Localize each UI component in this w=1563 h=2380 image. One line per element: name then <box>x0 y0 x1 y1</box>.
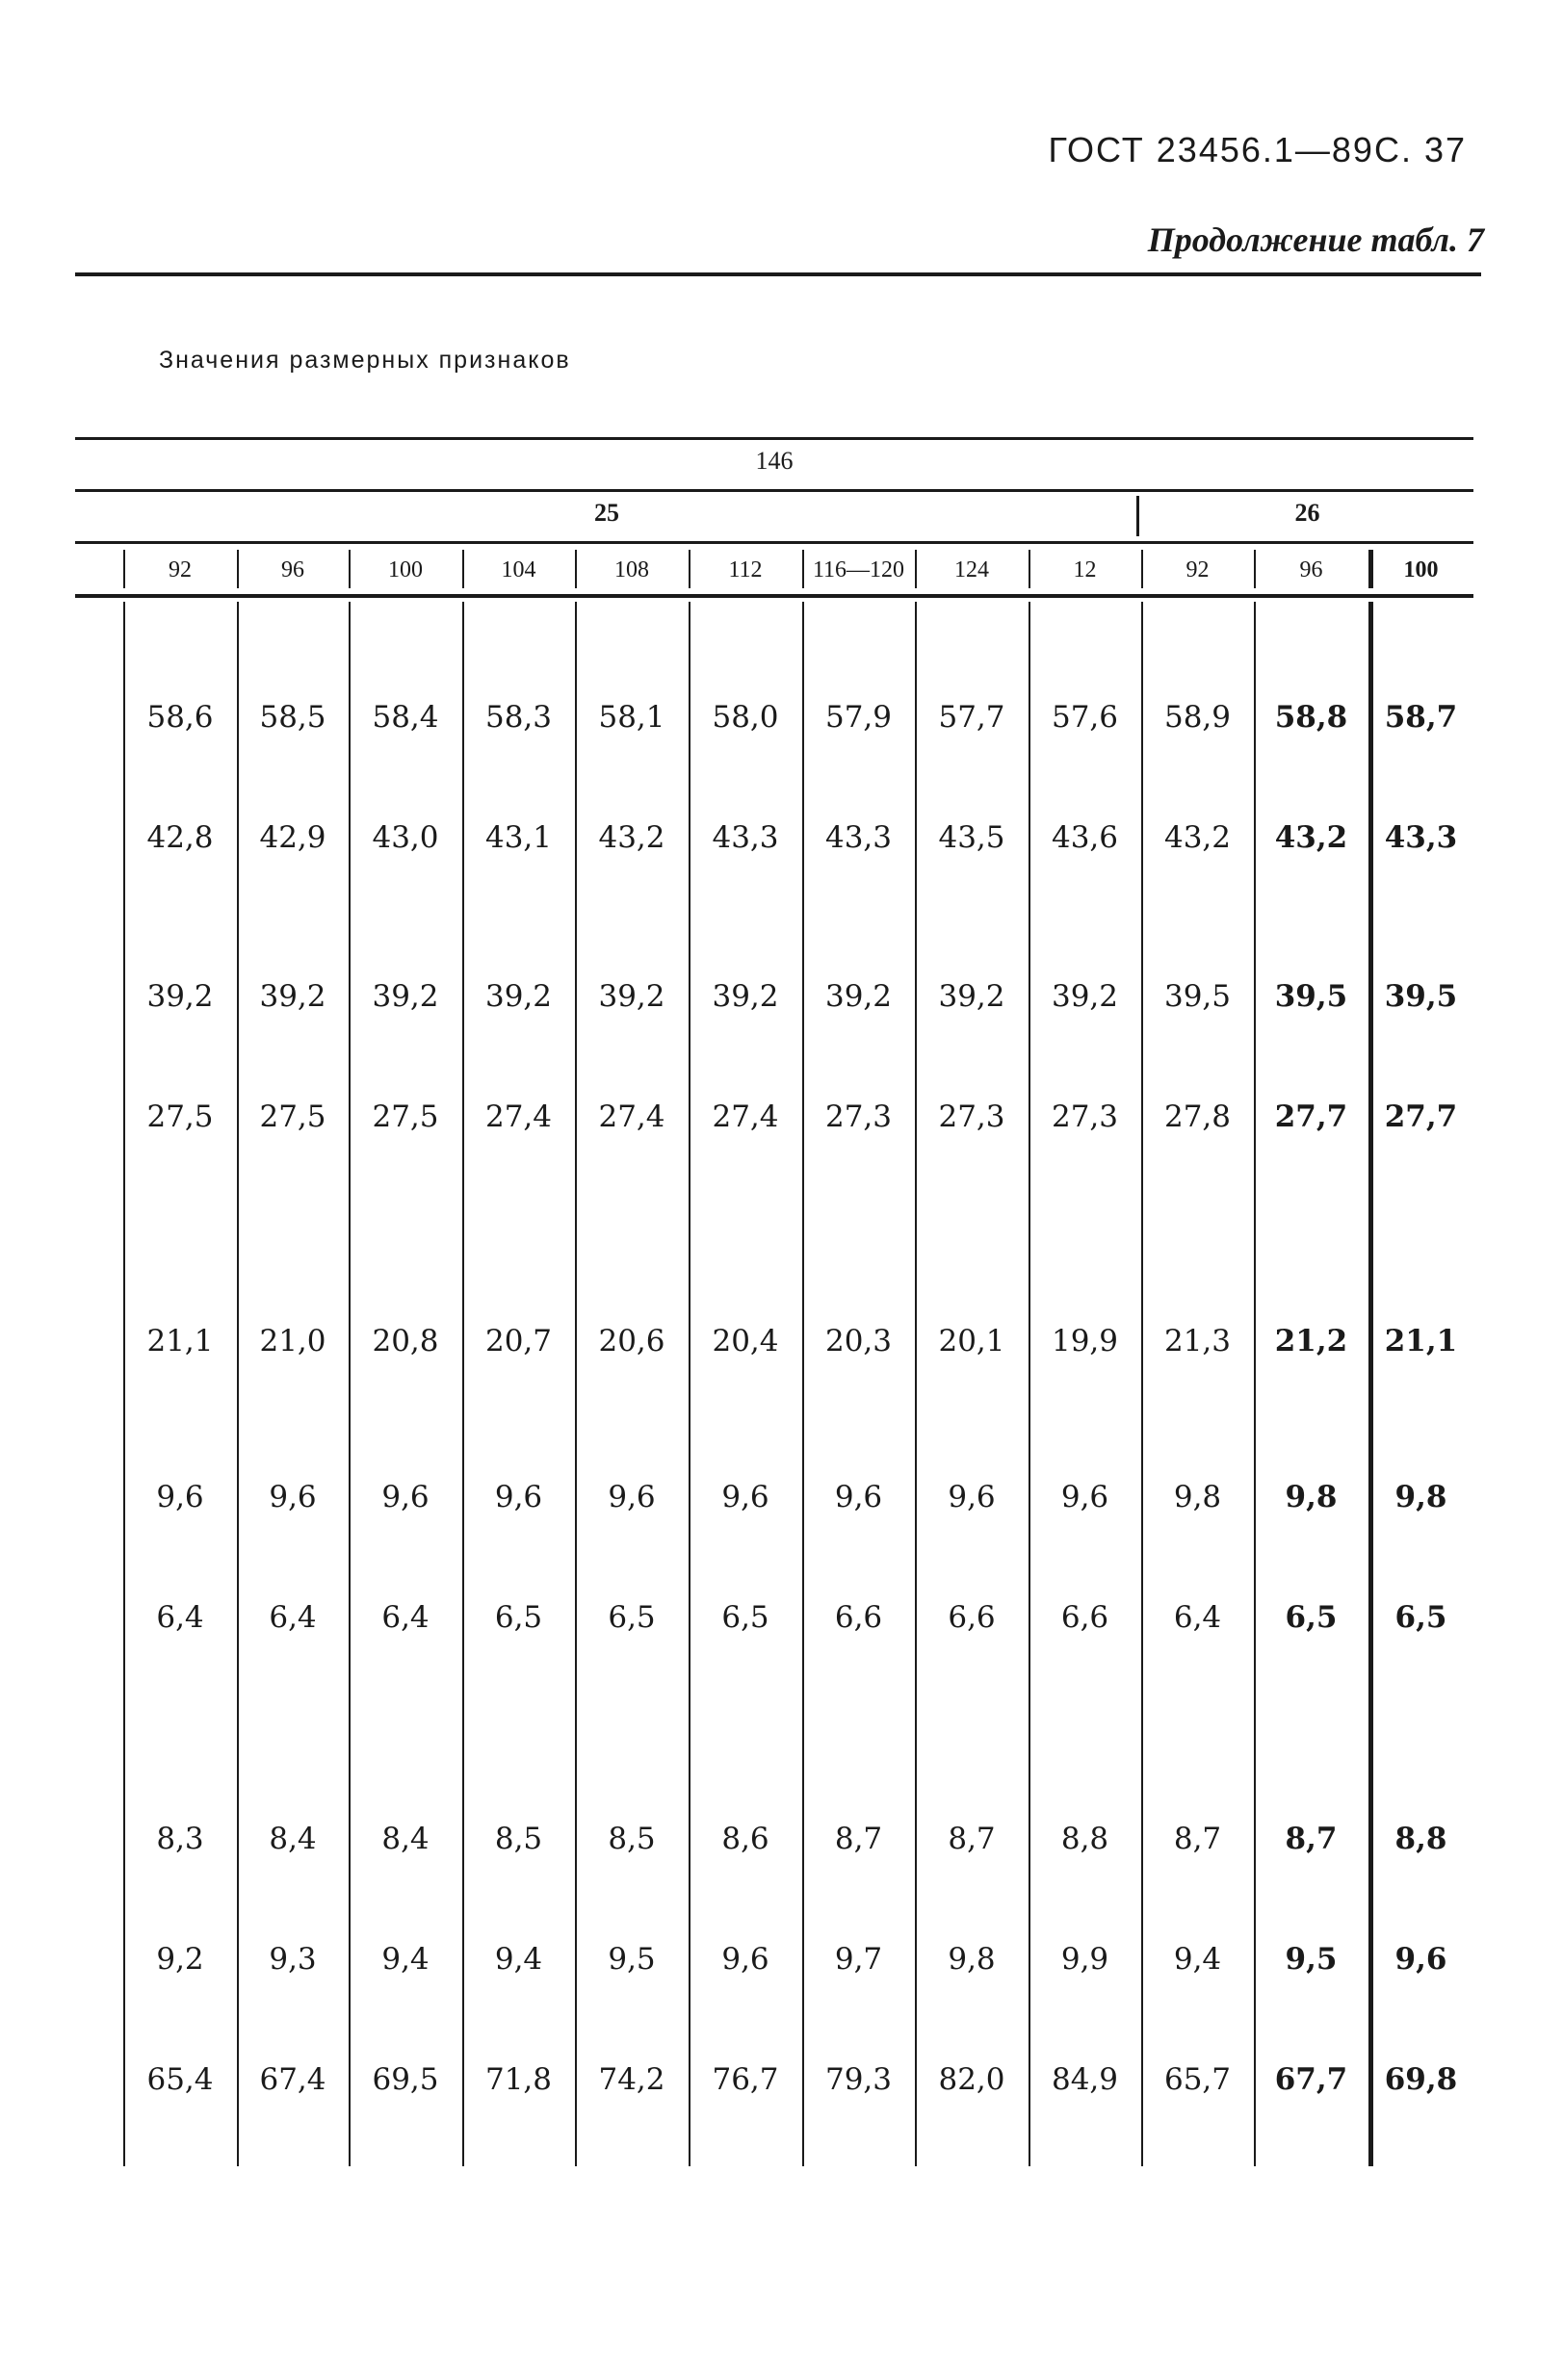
table-cell: 8,6 <box>721 1822 769 1856</box>
table-cell: 39,2 <box>146 979 214 1014</box>
table-cell: 9,7 <box>834 1942 883 1977</box>
table-cell: 9,4 <box>1173 1942 1222 1977</box>
table-cell: 43,2 <box>1163 820 1232 855</box>
table-cell: 9,6 <box>721 1942 769 1977</box>
table-cell: 43,6 <box>1051 820 1119 855</box>
column-header: 96 <box>1299 557 1323 582</box>
table-cell: 39,2 <box>824 979 893 1014</box>
table-cell: 8,7 <box>834 1822 883 1856</box>
table-cell: 20,6 <box>598 1324 665 1358</box>
table-cell: 58,4 <box>372 700 439 735</box>
column-header: 92 <box>169 557 192 582</box>
column-divider <box>237 550 239 588</box>
table-cell: 9,8 <box>1173 1480 1222 1514</box>
table-cell: 20,4 <box>712 1324 779 1358</box>
table-cell: 8,8 <box>1394 1822 1447 1856</box>
column-divider <box>1029 550 1030 588</box>
table-cell: 9,5 <box>1285 1942 1338 1977</box>
column-header: 100 <box>388 557 423 582</box>
table-cell: 9,9 <box>1060 1942 1109 1977</box>
table-rule-top <box>75 437 1473 440</box>
table-caption: Продолжение табл. 7 <box>1147 220 1484 259</box>
table-cell: 43,2 <box>1274 820 1348 855</box>
table-cell: 57,9 <box>824 700 893 735</box>
table-cell: 9,3 <box>269 1942 317 1977</box>
table-cell: 43,3 <box>712 820 779 855</box>
table-cell: 8,5 <box>494 1822 543 1856</box>
table-cell: 74,2 <box>598 2062 665 2097</box>
table-rule-3 <box>75 594 1473 598</box>
table-cell: 57,6 <box>1051 700 1119 735</box>
table-cell: 8,7 <box>948 1822 996 1856</box>
table-cell: 27,5 <box>146 1099 214 1134</box>
table-cell: 8,8 <box>1060 1822 1109 1856</box>
table-cell: 6,5 <box>1394 1600 1447 1635</box>
table-cell: 58,0 <box>712 700 779 735</box>
table-cell: 6,6 <box>948 1600 996 1635</box>
column-header: 108 <box>614 557 649 582</box>
column-header: 124 <box>954 557 989 582</box>
table-cell: 42,9 <box>259 820 326 855</box>
column-header: 12 <box>1073 557 1097 582</box>
table-cell: 21,2 <box>1274 1324 1348 1358</box>
table-rule-1 <box>75 489 1473 492</box>
column-header: 116—120 <box>812 557 905 582</box>
table-cell: 79,3 <box>824 2062 893 2097</box>
table-cell: 20,3 <box>824 1324 893 1358</box>
column-divider <box>1254 550 1256 588</box>
table-cell: 27,4 <box>484 1099 553 1134</box>
table-cell: 6,5 <box>1285 1600 1338 1635</box>
table-cell: 9,6 <box>156 1480 204 1514</box>
column-header: 92 <box>1185 557 1210 582</box>
column-divider <box>1141 550 1143 588</box>
table-cell: 27,7 <box>1384 1099 1458 1134</box>
table-cell: 27,5 <box>259 1099 326 1134</box>
table-cell: 39,2 <box>938 979 1005 1014</box>
table-cell: 27,3 <box>824 1099 893 1134</box>
table-cell: 82,0 <box>938 2062 1005 2097</box>
table-cell: 58,9 <box>1163 700 1232 735</box>
table-cell: 9,6 <box>269 1480 317 1514</box>
table-cell: 69,5 <box>372 2062 439 2097</box>
table-cell: 42,8 <box>146 820 214 855</box>
table-cell: 58,3 <box>484 700 553 735</box>
table-cell: 8,4 <box>381 1822 430 1856</box>
table-cell: 6,5 <box>494 1600 543 1635</box>
table-cell: 9,6 <box>948 1480 996 1514</box>
column-divider <box>349 550 351 588</box>
table-cell: 39,5 <box>1163 979 1232 1014</box>
column-header: 100 <box>1403 557 1439 582</box>
table-cell: 20,8 <box>372 1324 439 1358</box>
table-cell: 8,7 <box>1173 1822 1222 1856</box>
section-label: Значения размерных признаков <box>159 347 571 374</box>
table-cell: 9,8 <box>948 1942 996 1977</box>
table-cell: 21,0 <box>259 1324 326 1358</box>
table-header-group-25: 25 <box>594 499 619 527</box>
table-cell: 9,8 <box>1285 1480 1338 1514</box>
header-rule <box>75 272 1481 276</box>
table-header-size: 146 <box>755 447 794 475</box>
column-divider <box>1368 550 1373 588</box>
table-cell: 57,7 <box>938 700 1005 735</box>
page-header: ГОСТ 23456.1—89С. 37 <box>1048 130 1467 169</box>
table-cell: 39,2 <box>598 979 665 1014</box>
table-cell: 9,6 <box>1394 1942 1447 1977</box>
table-cell: 9,6 <box>721 1480 769 1514</box>
table-cell: 39,2 <box>484 979 553 1014</box>
table-cell: 20,1 <box>938 1324 1005 1358</box>
table-header-group-26: 26 <box>1294 499 1320 527</box>
table-cell: 27,4 <box>598 1099 665 1134</box>
table-cell: 27,8 <box>1163 1099 1232 1134</box>
column-divider <box>915 550 917 588</box>
table-cell: 69,8 <box>1384 2062 1458 2097</box>
table-cell: 9,6 <box>608 1480 656 1514</box>
table-cell: 43,0 <box>372 820 439 855</box>
table-cell: 58,1 <box>598 700 665 735</box>
table-cell: 8,5 <box>608 1822 656 1856</box>
table-cell: 58,7 <box>1384 700 1458 735</box>
table-cell: 6,4 <box>156 1600 204 1635</box>
table-cell: 6,5 <box>608 1600 656 1635</box>
column-header: 104 <box>501 557 536 582</box>
table-cell: 21,1 <box>1384 1324 1458 1358</box>
column-divider <box>575 550 577 588</box>
table-cell: 8,4 <box>269 1822 317 1856</box>
table-cell: 6,5 <box>721 1600 769 1635</box>
table-cell: 43,3 <box>824 820 893 855</box>
table-cell: 39,5 <box>1274 979 1348 1014</box>
column-header: 112 <box>728 557 763 582</box>
table-cell: 6,6 <box>1060 1600 1109 1635</box>
table-cell: 27,3 <box>938 1099 1005 1134</box>
table-cell: 71,8 <box>484 2062 553 2097</box>
table-cell: 27,7 <box>1274 1099 1348 1134</box>
table-cell: 9,8 <box>1394 1480 1447 1514</box>
table-cell: 9,6 <box>834 1480 883 1514</box>
table-cell: 6,4 <box>269 1600 317 1635</box>
table-cell: 9,4 <box>381 1942 430 1977</box>
table-cell: 39,2 <box>712 979 779 1014</box>
column-divider <box>689 550 690 588</box>
table-cell: 39,5 <box>1384 979 1458 1014</box>
table-rule-2 <box>75 541 1473 544</box>
column-divider <box>802 550 804 588</box>
table-cell: 27,3 <box>1051 1099 1119 1134</box>
table-cell: 67,4 <box>259 2062 326 2097</box>
table-cell: 58,5 <box>259 700 326 735</box>
table-cell: 9,6 <box>494 1480 543 1514</box>
table-cell: 19,9 <box>1051 1324 1119 1358</box>
table-cell: 20,7 <box>484 1324 553 1358</box>
table-cell: 65,4 <box>146 2062 214 2097</box>
table-cell: 6,4 <box>1173 1600 1222 1635</box>
table-cell: 9,5 <box>608 1942 656 1977</box>
table-cell: 39,2 <box>259 979 326 1014</box>
table-cell: 27,5 <box>372 1099 439 1134</box>
table-cell: 21,1 <box>146 1324 214 1358</box>
table-cell: 9,4 <box>494 1942 543 1977</box>
table-cell: 27,4 <box>712 1099 779 1134</box>
table-cell: 67,7 <box>1274 2062 1348 2097</box>
table-cell: 58,8 <box>1274 700 1348 735</box>
table-cell: 58,6 <box>146 700 214 735</box>
table-cell: 8,3 <box>156 1822 204 1856</box>
column-divider <box>123 550 125 588</box>
table-cell: 65,7 <box>1163 2062 1232 2097</box>
column-divider <box>462 550 464 588</box>
table-cell: 39,2 <box>1051 979 1119 1014</box>
table-cell: 6,4 <box>381 1600 430 1635</box>
table-cell: 43,3 <box>1384 820 1458 855</box>
table-cell: 6,6 <box>834 1600 883 1635</box>
table-cell: 9,2 <box>156 1942 204 1977</box>
table-cell: 21,3 <box>1163 1324 1232 1358</box>
table-cell: 9,6 <box>1060 1480 1109 1514</box>
table-cell: 43,1 <box>484 820 553 855</box>
table-cell: 84,9 <box>1051 2062 1119 2097</box>
table-cell: 43,5 <box>938 820 1005 855</box>
group-divider <box>1136 496 1139 536</box>
table-cell: 8,7 <box>1285 1822 1338 1856</box>
table-cell: 43,2 <box>598 820 665 855</box>
table-cell: 76,7 <box>712 2062 779 2097</box>
table-cell: 9,6 <box>381 1480 430 1514</box>
table-cell: 39,2 <box>372 979 439 1014</box>
column-header: 96 <box>281 557 304 582</box>
